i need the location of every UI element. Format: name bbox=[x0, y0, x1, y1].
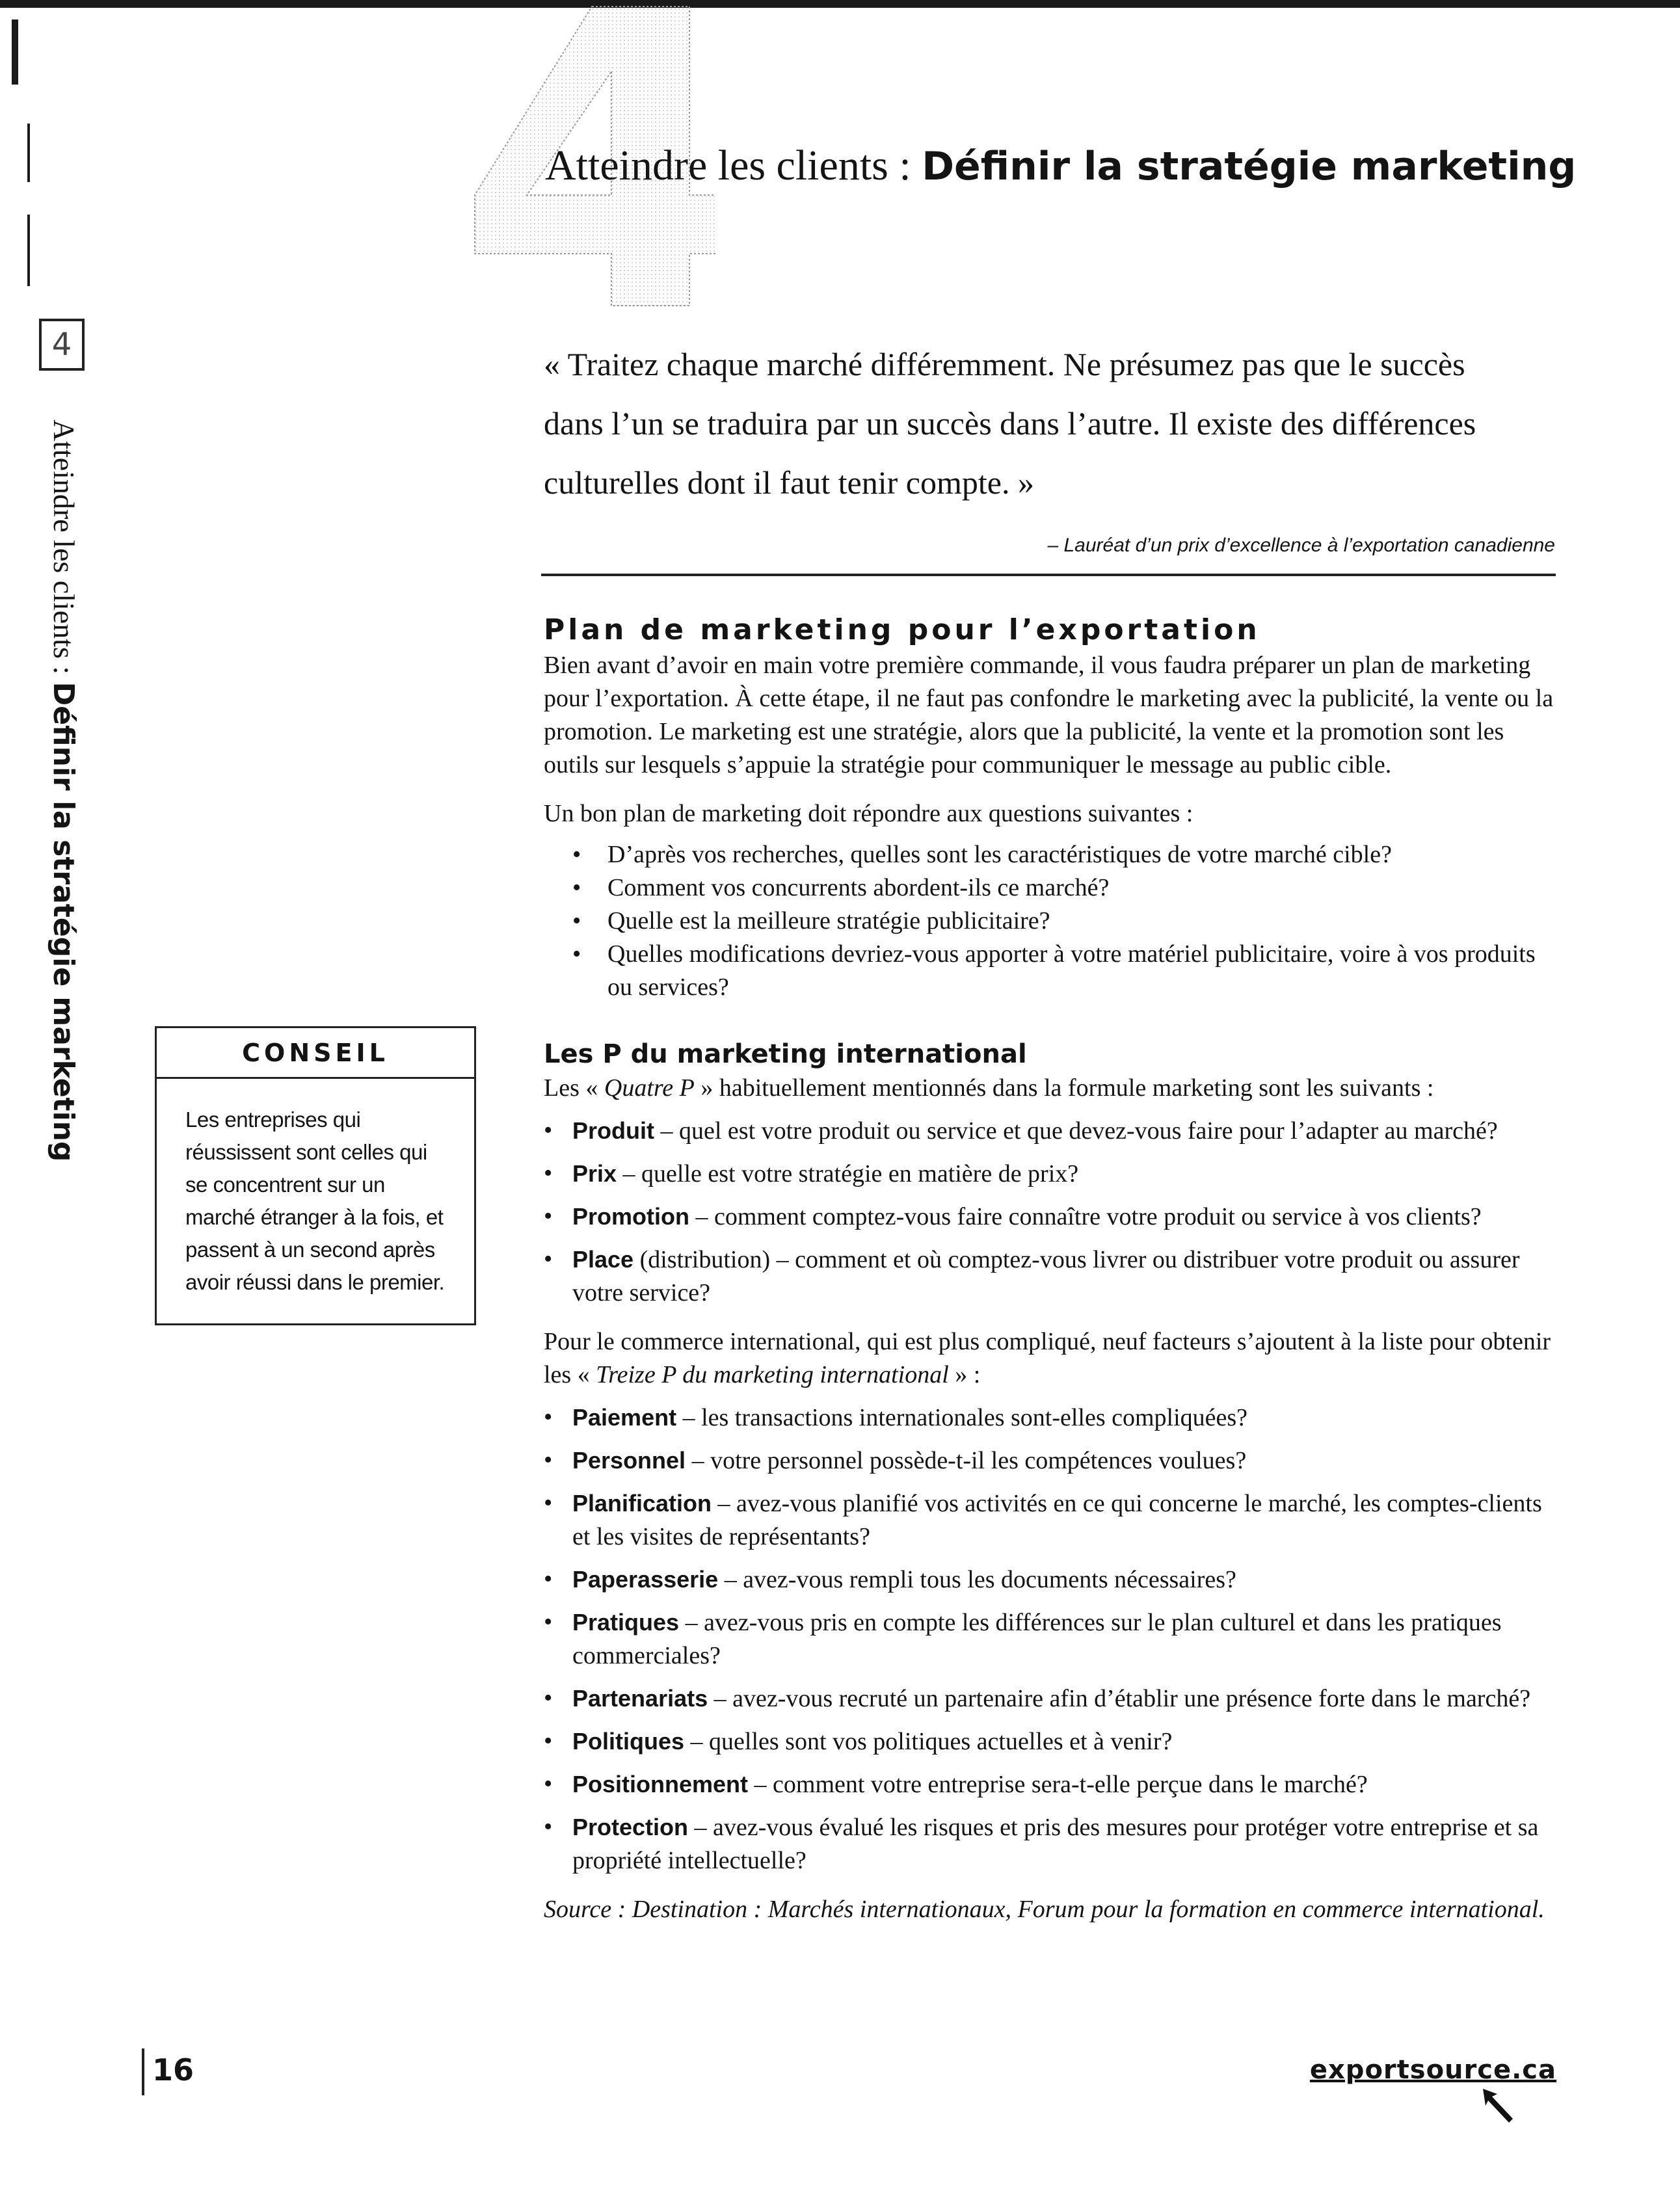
left-margin-mark bbox=[27, 124, 30, 182]
list-item: • Protection – avez-vous évalué les risques et pris des mesures pour protéger votre entreprise et sa propriété intellectuelle? bbox=[544, 1810, 1558, 1877]
list-item: • Produit – quel est votre produit ou service et que devez-vous faire pour l’adapter au marché? bbox=[544, 1114, 1558, 1148]
side-tab-number: 4 bbox=[39, 319, 85, 371]
questions-list bbox=[544, 838, 1558, 1004]
list-item: • Pratiques – avez-vous pris en compte les différences sur le plan culturel et dans les pratiques commerciales? bbox=[544, 1606, 1558, 1673]
conseil-title: CONSEIL bbox=[157, 1028, 474, 1079]
pull-quote: « Traitez chaque marché différemment. Ne présumez pas que le succès dans l’un se traduira par un succès dans l’autre. Il existe des différences culturelles dont il faut tenir compte. » bbox=[544, 346, 1476, 501]
list-item: • Positionnement – comment votre entreprise sera-t-elle perçue dans le marché? bbox=[544, 1768, 1558, 1801]
section-heading-export-plan: Plan de marketing pour l’exportation bbox=[544, 613, 1260, 646]
four-p-intro: Les « Quatre P » habituellement mentionnés dans la formule marketing sont les suivants : bbox=[544, 1074, 1434, 1102]
list-item: • Paiement – les transactions internationales sont-elles compliquées? bbox=[544, 1401, 1558, 1435]
list-item: • Planification – avez-vous planifié vos activités en ce qui concerne le marché, les comptes-clients et les visites de représentants? bbox=[544, 1487, 1558, 1554]
four-p-list bbox=[544, 1114, 1558, 1310]
side-tab-title: Atteindre les clients : Définir la stratégie marketing bbox=[47, 419, 81, 1162]
source-note: Source : Destination : Marchés internationaux, Forum pour la formation en commerce international. bbox=[544, 1896, 1545, 1923]
list-item: • Comment vos concurrents abordent-ils ce marché? bbox=[544, 871, 1558, 905]
divider-rule bbox=[541, 574, 1556, 576]
list-item: • Quelle est la meilleure stratégie publicitaire? bbox=[544, 905, 1558, 938]
list-item: • D’après vos recherches, quelles sont les caractéristiques de votre marché cible? bbox=[544, 838, 1558, 871]
list-item: • Partenariats – avez-vous recruté un partenaire afin d’établir une présence forte dans le marché? bbox=[544, 1682, 1558, 1716]
arrow-cursor-icon bbox=[1480, 2086, 1519, 2125]
list-item: • Place (distribution) – comment et où comptez-vous livrer ou distribuer votre produit ou assurer votre service? bbox=[544, 1243, 1558, 1310]
chapter-title: Atteindre les clients : Définir la stratégie marketing bbox=[545, 142, 1577, 189]
thirteen-p-list bbox=[544, 1401, 1558, 1877]
main-content bbox=[544, 611, 1558, 1926]
left-margin-mark bbox=[27, 215, 30, 286]
thirteen-p-intro: Pour le commerce international, qui est plus compliqué, neuf facteurs s’ajoutent à la liste pour obtenir les « Treize P du marketing international » : bbox=[544, 1328, 1551, 1388]
conseil-text: Les entreprises qui réussissent sont celles qui se concentrent sur un marché étranger à la fois, et passent à un second après avoir réussi dans le premier. bbox=[185, 1107, 445, 1294]
page-number-bar bbox=[142, 2048, 144, 2095]
list-item: • Prix – quelle est votre stratégie en matière de prix? bbox=[544, 1157, 1558, 1191]
list-item: • Promotion – comment comptez-vous faire connaître votre produit ou service à vos clients? bbox=[544, 1200, 1558, 1234]
list-item: • Paperasserie – avez-vous rempli tous les documents nécessaires? bbox=[544, 1563, 1558, 1597]
questions-intro: Un bon plan de marketing doit répondre aux questions suivantes : bbox=[544, 800, 1193, 827]
top-border-line bbox=[0, 0, 1680, 8]
conseil-tip-box bbox=[155, 1026, 476, 1325]
list-item: • Politiques – quelles sont vos politiques actuelles et à venir? bbox=[544, 1725, 1558, 1758]
page-number: 16 bbox=[152, 2052, 194, 2088]
list-item: • Personnel – votre personnel possède-t-il les compétences voulues? bbox=[544, 1444, 1558, 1478]
body-paragraph: Bien avant d’avoir en main votre première commande, il vous faudra préparer un plan de marketing pour l’exportation. À cette étape, il ne faut pas confondre le marketing avec la publicité, la vente ou la promotion. Le marketing est une stratégie, alors que la publicité, la vente et la promotion sont les outils sur lesquels s’appuie la stratégie pour communiquer le message au public cible. bbox=[544, 652, 1554, 778]
list-item: • Quelles modifications devriez-vous apporter à votre matériel publicitaire, voire à vos produits ou services? bbox=[544, 938, 1558, 1004]
quote-attribution: – Lauréat d’un prix d’excellence à l’exportation canadienne bbox=[1047, 535, 1555, 556]
site-link[interactable]: exportsource.ca bbox=[1309, 2055, 1556, 2085]
left-margin-mark bbox=[12, 20, 18, 85]
section-heading-p-marketing: Les P du marketing international bbox=[544, 1039, 1027, 1069]
